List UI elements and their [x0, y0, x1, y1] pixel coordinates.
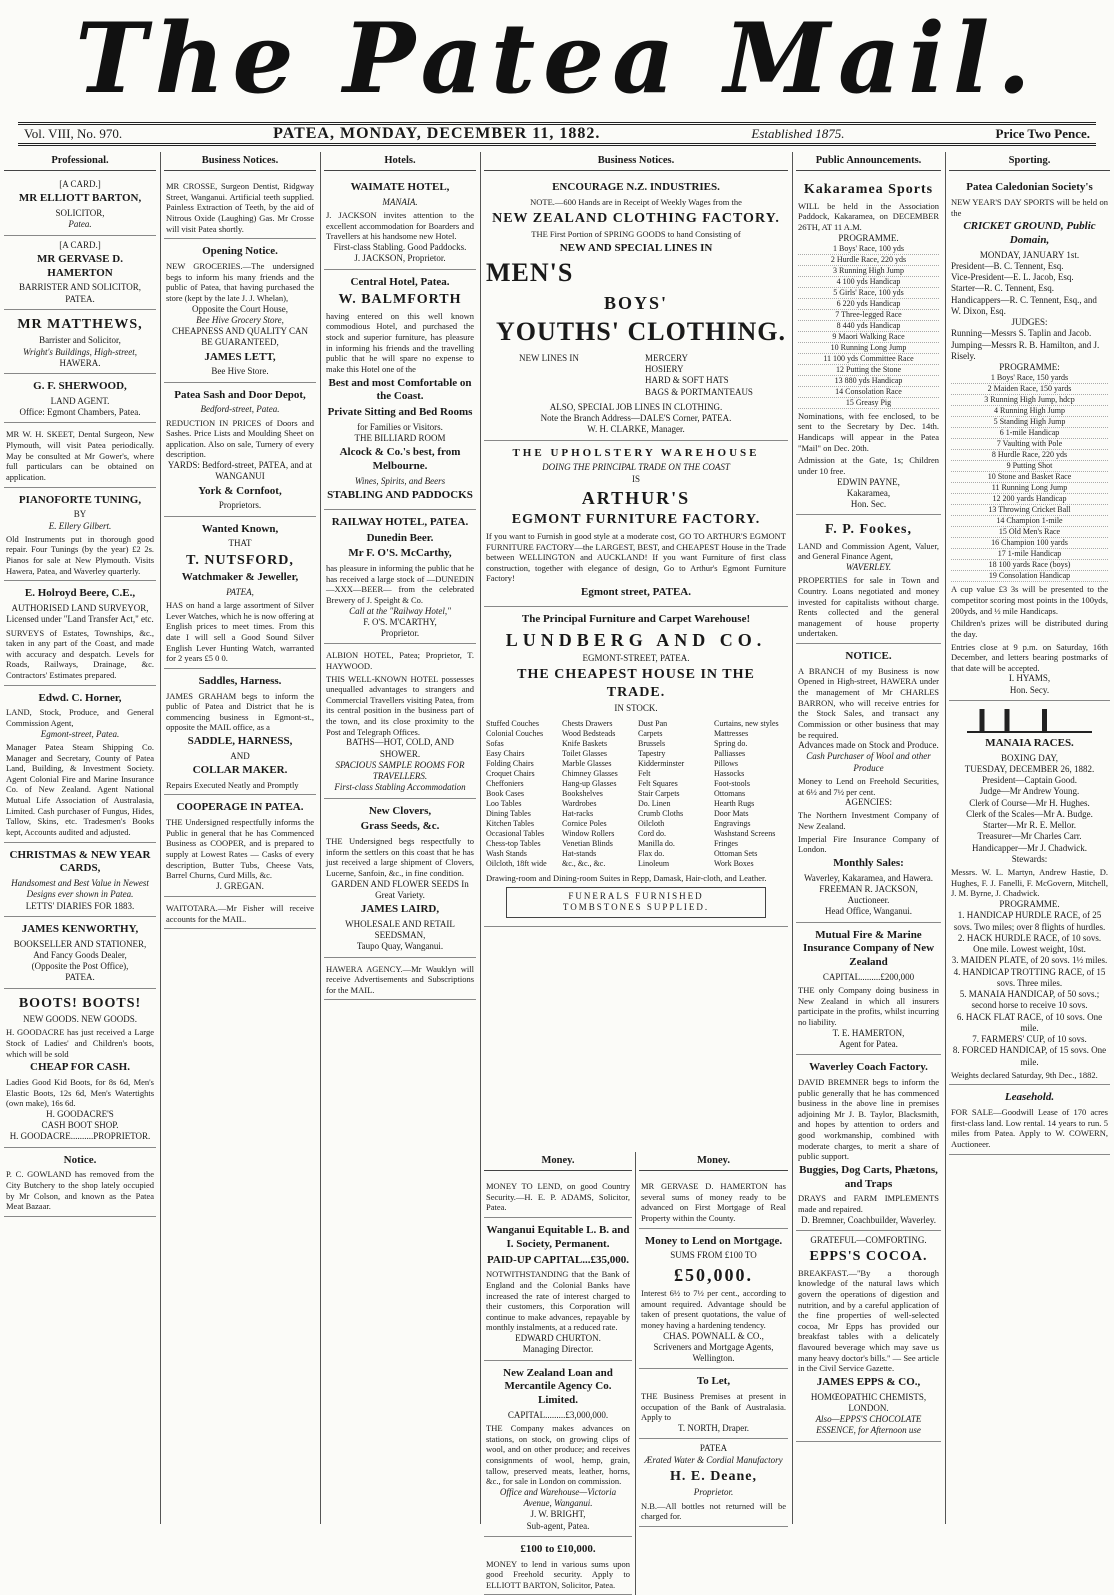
programme-row: 16 Champion 100 yards — [951, 538, 1108, 549]
section-heading: Business Notices. — [164, 152, 316, 171]
section-heading: Business Notices. — [484, 152, 788, 171]
dateline — [18, 122, 1096, 146]
stock-item: Curtains, new styles — [714, 718, 779, 728]
ad-matthews: MR MATTHEWS, Barrister and Solicitor, Wright's Buildings, High-street, HAWERA. — [4, 310, 156, 374]
ad-clovers: New Clovers, Grass Seeds, &c. THE Undersigned begs respectfully to inform the settlers on this coast that he has just received a large shipment of Clovers, Lucerne, Sanfoin, &c., in fine condition. GARDEN AND FLOWER SEEDS In Great Variety. JAMES LAIRD, WHOLESALE AND RETAIL SEEDSMAN, Taupo Quay, Wanganui. — [324, 799, 476, 958]
programme-row: 12 Putting the Stone — [798, 364, 939, 375]
ad-horner: Edwd. C. Horner, LAND, Stock, Produce, and General Commission Agent, Egmont-street, Patea. Manager Patea Steam Shipping Co. Manager and Secretary, County of Patea Land, Building, & Investment Society. Agent Colonial Fire and Marine Insurance Co. of New Zealand. Agent National Mutual Life Association of Australasia, Limited. Cash purchaser of Fungus, Hides, Tallow, Skins, etc. Tradesmen's Books kept, Accounts audited and adjusted. — [4, 686, 156, 843]
stock-item: Wardrobes — [562, 798, 597, 808]
issue-date: PATEA, MONDAY, DECEMBER 11, 1882. — [273, 125, 601, 142]
section-heading: Professional. — [4, 152, 156, 171]
section-heading: Sporting. — [949, 152, 1110, 171]
programme-row: 9 Putting Shot — [951, 461, 1108, 472]
ad-sash-door-depot: Patea Sash and Door Depot, Bedford-street, Patea. REDUCTION IN PRICES of Doors and Sashes. Price Lists and Moulding Sheet on application. Also on sale, Turnery of every description. YARDS: Bedford-street, PATEA, and at WANGANUI York & Cornfoot, Proprietors. — [164, 383, 316, 517]
race-official: Treasurer—Mr Charles Carr. — [977, 831, 1082, 842]
column-business-notices — [164, 152, 316, 1524]
stock-item: Occasional Tables — [486, 828, 545, 838]
ad-caledonian-sports: Patea Caledonian Society's NEW YEAR'S DAY SPORTS will be held on the CRICKET GROUND, Public Domain, MONDAY, JANUARY 1st. President—B. C. Tennent, Esq. Vice-President—E. L. Jacob, Esq. Starter—R. C. Tennent, Esq. Handicappers—R. C. Tennent, Esq., and W. Dixon, Esq. JUDGES: Running—Messrs S. Taplin and Jacob. Jumping—Messrs R. B. Hamilton, and J. Risely. PROGRAMME: 1 Boys' Race, 150 yards 2 Maiden Race, 150 yards 3 Running High Jump, hdcp 4 Running High Jump 5 Standing High Jump 6 1-mile Handicap 7 Vaulting with Pole 8 Hurdle Race, 220 yds 9 Putting Shot 10 Stone and Basket Race 11 Running Long Jump 12 200 yards Handicap 13 Throwing Cricket Ball 14 Champion 1-mile 15 Old Men's Race 16 Champion 100 yards 17 1-mile Handicap 18 100 yards Race (boys) 19 Consolation Handicap A cup value £3 3s will be presented to the competitor scoring most points in the 100yds, 200yds, and ½ mile Handicaps. Children's prizes will be distributed during the day. Entries close at 9 p.m. on Saturday, 16th December, and letters bearing postmarks of that date will be accepted. I. HYAMS, Hon. Secy. — [949, 175, 1110, 701]
stock-item: Loo Tables — [486, 798, 522, 808]
ad-piano-tuning: PIANOFORTE TUNING, BY E. Ellery Gilbert. Old Instruments put in thorough good repair. Four Tunings (by the year) £2 2s. Pianos for sale at New Plymouth. Visits Hawera, Patea, and Waverley quarterly. — [4, 488, 156, 582]
ad-opening-notice: Opening Notice. NEW GROCERIES.—The undersigned begs to inform his many friends and the public of Patea, that having purchased the store (kept by the late J. J. Whelan), Opposite the Court House, Bee Hive Grocery Store, CHEAPNESS AND QUALITY CAN BE GUARANTEED, JAMES LETT, Bee Hive Store. — [164, 239, 316, 382]
programme-row: 18 100 yards Race (boys) — [951, 560, 1108, 571]
stock-item: Stuffed Couches — [486, 718, 539, 728]
stock-item: Carpets — [638, 728, 663, 738]
ad-mortgage: Money to Lend on Mortgage. SUMS FROM £100 TO £50,000. Interest 6½ to 7½ per cent., according to amount required. Advantage should be taken of present quotations, the value of money having a hardening tendency. CHAS. POWNALL & CO., Scriveners and Mortgage Agents, Wellington. — [639, 1229, 788, 1370]
stock-item: Chests Drawers — [562, 718, 613, 728]
stock-item: Oilcloth — [638, 818, 665, 828]
programme-row: 13 880 yds Handicap — [798, 375, 939, 386]
programme-row: 4 Running High Jump — [951, 406, 1108, 417]
programme-row: 3 Running High Jump, hdcp — [951, 395, 1108, 406]
stock-item: Tapestry — [638, 748, 666, 758]
ad-kakaramea-sports: Kakaramea Sports WILL be held in the Association Paddock, Kakaramea, on DECEMBER 26TH, AT 11 A.M. PROGRAMME. 1 Boys' Race, 100 yds 2 Hurdle Race, 220 yds 3 Running High Jump 4 100 yds Handicap 5 Girls' Race, 100 yds 6 220 yds Handicap 7 Three-legged Race 8 440 yds Handicap 9 Maori Walking Race 10 Running Long Jump 11 100 yds Committee Race 12 Putting the Stone 13 880 yds Handicap 14 Consolation Race 15 Greasy Pig Nominations, with fee enclosed, to be sent to the Secretary by Dec. 14th. Handicaps will appear in the Patea "Mail" on Dec. 20th. Admission at the Gate, 1s; Children under 10 free. EDWIN PAYNE, Kakaramea, Hon. Sec. — [796, 175, 941, 515]
kakaramea-programme — [798, 244, 939, 409]
ad-money-lend: £100 to £10,000. MONEY to lend in various sums upon good Freehold security. Apply to ELLIOTT BARTON, Solicitor, Patea. — [484, 1537, 632, 1595]
ad-nutsford: Wanted Known, THAT T. NUTSFORD, Watchmaker & Jeweller, PATEA, HAS on hand a large assortment of Silver Lever Watches, which he is now offering at English prices to meet times. From this date I will sell a Good Sound Silver English Lever Hunting Watch, warranted for 2 years £5 0 0. — [164, 517, 316, 669]
stock-item: Brussels — [638, 738, 666, 748]
programme-row: 8 Hurdle Race, 220 yds — [951, 450, 1108, 461]
stock-item: Linoleum — [638, 858, 670, 868]
stock-item: Easy Chairs — [486, 748, 525, 758]
column-business-notices-wide — [484, 152, 788, 1590]
stock-item: Knife Baskets — [562, 738, 608, 748]
programme-row: 5 Standing High Jump — [951, 417, 1108, 428]
stock-item: Fringes — [714, 838, 738, 848]
stock-item: Window Rollers — [562, 828, 615, 838]
race-official: Clerk of Course—Mr H. Hughes. — [969, 797, 1090, 808]
ad-elliott-barton: [A CARD.] MR ELLIOTT BARTON, SOLICITOR, Patea. — [4, 175, 156, 236]
section-heading: Public Announcements. — [796, 152, 941, 171]
programme-row: 15 Greasy Pig — [798, 397, 939, 408]
stock-item: Do. Linen — [638, 798, 671, 808]
stock-item: Palliasses — [714, 748, 746, 758]
programme-row: 10 Running Long Jump — [798, 342, 939, 353]
ad-leasehold: Leasehold. FOR SALE—Goodwill Lease of 170 acres first-class land. Low rental. 14 years to run. 5 miles from Patea. Apply to W. COWERN, Auctioneer. — [949, 1085, 1110, 1154]
caledonian-programme — [951, 373, 1108, 582]
programme-row: 7 Vaulting with Pole — [951, 439, 1108, 450]
stock-item: Chess-top Tables — [486, 838, 541, 848]
ad-railway-hotel: RAILWAY HOTEL, PATEA. Dunedin Beer. Mr F. O'S. McCarthy, has pleasure in informing the public that he has received a large stock of —DUNEDIN—XXX—BEER— from the celebrated Brewery of J. Speight & Co. Call at the "Railway Hotel," F. O'S. M'CARTHY, Proprietor. — [324, 510, 476, 645]
race-official: Clerk of the Scales—Mr A. Budge. — [966, 808, 1093, 819]
stock-item: Stair Carpets — [638, 788, 680, 798]
newspaper-title: The Patea Mail. — [75, 2, 1039, 115]
programme-row: 9 Maori Walking Race — [798, 331, 939, 342]
ad-hamerton-money: MR GERVASE D. HAMERTON has several sums of money ready to be advanced on First Mortgage of Real Property within the County. — [639, 1175, 788, 1229]
programme-row: 13 Throwing Cricket Ball — [951, 505, 1108, 516]
money-section — [484, 1152, 788, 1590]
section-heading: Money. — [639, 1152, 788, 1171]
stock-item: Ottomans — [714, 788, 746, 798]
race-official: President—Captain Good. — [982, 775, 1077, 786]
ad-sherwood: G. F. SHERWOOD, LAND AGENT. Office: Egmont Chambers, Patea. — [4, 374, 156, 423]
programme-row: 11 Running Long Jump — [951, 483, 1108, 494]
ad-mutual-fire: Mutual Fire & Marine Insurance Company of New Zealand CAPITAL.........£200,000 THE only Company doing business in New Zealand in which all insurers participate in the profits, whilst incurring no liability. T. E. HAMERTON, Agent for Patea. — [796, 923, 941, 1056]
programme-row: 7 Three-legged Race — [798, 309, 939, 320]
ad-to-let: To Let, THE Business Premises at present in occupation of the Bank of Australasia. Apply to T. NORTH, Draper. — [639, 1369, 788, 1439]
programme-row: 2 Maiden Race, 150 yards — [951, 384, 1108, 395]
stock-item: Flax do. — [638, 848, 665, 858]
ad-boots: BOOTS! BOOTS! NEW GOODS. NEW GOODS. H. GOODACRE has just received a Large Stock of Ladies' and Children's boots, which will be sold CHEAP FOR CASH. Ladies Good Kid Boots, for 8s 6d, Men's Elastic Boots, 12s 6d, Men's Watertights (own make), 16s 6d. H. GOODACRE'S CASH BOOT SHOP. H. GOODACRE..........PROPRIETOR. — [4, 989, 156, 1148]
stock-item: Hearth Rugs — [714, 798, 755, 808]
ad-arthurs-furniture: THE UPHOLSTERY WAREHOUSE DOING THE PRINCIPAL TRADE ON THE COAST IS ARTHUR'S EGMONT FURNITURE FACTORY. If you want to Furnish in good style at a moderate cost, GO TO ARTHUR'S EGMONT FURNITURE FACTORY—the LARGEST, BEST, and CHEAPEST House in the Trade between WELLINGTON and AUCKLAND! If you want Furniture of first class construction, together with elegance of design, Go to Arthur's Egmont Furniture Factory! Egmont street, PATEA. — [484, 441, 788, 607]
stock-item: Pillows — [714, 758, 739, 768]
race-event: 1. HANDICAP HURDLE RACE, of 25 sovs. Two miles; over 8 flights of hurdles. — [953, 910, 1106, 932]
stock-item: Dining Tables — [486, 808, 531, 818]
section-heading: Money. — [484, 1152, 632, 1171]
race-event: 2. HACK HURDLE RACE, of 10 sovs. One mile. Lowest weight, 10st. — [957, 932, 1102, 954]
ad-cooperage: COOPERAGE IN PATEA. THE Undersigned respectfully informs the Public in general that he has Commenced Business as COOPER, and is prepared to supply at Lowest Rates — Casks of every description, Butter Tubs, Cheese Vats, Barrel Churns, Curd Mills, &c. J. GREGAN. — [164, 795, 316, 897]
programme-row: 3 Running High Jump — [798, 265, 939, 276]
stock-item: Cornice Poles — [562, 818, 607, 828]
stock-item: Sofas — [486, 738, 504, 748]
stock-item: Toilet Glasses — [562, 748, 607, 758]
ad-hawera-agency: HAWERA AGENCY.—Mr Wauklyn will receive Advertisements and Subscriptions for the MAIL. — [324, 958, 476, 1001]
programme-row: 1 Boys' Race, 100 yds — [798, 244, 939, 255]
stock-item: Hat-racks — [562, 808, 594, 818]
column-professional — [4, 152, 156, 1524]
race-event: 8. FORCED HANDICAP, of 15 sovs. One mile. — [952, 1045, 1107, 1067]
programme-row: 19 Consolation Handicap — [951, 571, 1108, 582]
programme-row: 2 Hurdle Race, 220 yds — [798, 254, 939, 265]
race-official: Starter—Mr R. E. Mellor. — [983, 820, 1076, 831]
programme-row: 10 Stone and Basket Race — [951, 472, 1108, 483]
programme-row: 15 Old Men's Race — [951, 527, 1108, 538]
programme-row: 4 100 yds Handicap — [798, 276, 939, 287]
race-event: 3. MAIDEN PLATE, of 20 sovs. 1½ miles. — [951, 955, 1108, 966]
stock-item: Colonial Couches — [486, 728, 544, 738]
stock-item: Mattresses — [714, 728, 749, 738]
column-sporting — [949, 152, 1110, 1524]
stock-item: Felt Squares — [638, 778, 678, 788]
stock-item: Engravings — [714, 818, 751, 828]
stock-item: Wash Stands — [486, 848, 527, 858]
ad-wanganui-equitable: Wanganui Equitable L. B. and I. Society, Permanent. PAID-UP CAPITAL...£35,000. NOTWITHSTANDING that the Bank of England and the Colonial Banks have increased the rate of interest charged to their customers, this Corporation will continue to make advances, repayable by monthly instalments, at a reduced rate. EDWARD CHURTON. Managing Director. — [484, 1218, 632, 1361]
established-year: Established 1875. — [751, 126, 845, 141]
race-event: 4. HANDICAP TROTTING RACE, of 15 sovs. Three miles. — [953, 966, 1106, 988]
stock-item: Door Mats — [714, 808, 749, 818]
column-public-announcements — [796, 152, 941, 1524]
stock-item: Folding Chairs — [486, 758, 534, 768]
ad-saddles: Saddles, Harness. JAMES GRAHAM begs to inform the public of Patea and District that he is commencing business in Egmont-st., opposite the MAIL office, as a SADDLE, HARNESS, AND COLLAR MAKER. Repairs Executed Neatly and Promptly — [164, 669, 316, 796]
ad-kenworthy: JAMES KENWORTHY, BOOKSELLER AND STATIONER, And Fancy Goods Dealer, (Opposite the Post Office), PATEA. — [4, 917, 156, 989]
race-event: 7. FARMERS' CUP, of 10 sovs. — [972, 1034, 1087, 1044]
programme-row: 6 1-mile Handicap — [951, 428, 1108, 439]
ad-lundberg: The Principal Furniture and Carpet Warehouse! LUNDBERG AND CO. EGMONT-STREET, PATEA. THE CHEAPEST HOUSE IN THE TRADE. IN STOCK. Stuffed Couches Chests Drawers Dust Pan Curtains, new styles Colonial Couches Wood Bedsteads Carpets Mattresses Sofas Knife Baskets Brussels Spring do. Easy Chairs Toilet Glasses Tapestry Palliasses Folding Chairs Marble Glasses Kidderminster Pillows Croquet Chairs Chimney Glasses Felt Hassocks Cheffoniers Hang-up Glasses Felt Squares Foot-stools Book Cases Bookshelves Stair Carpets Ottomans Loo Tables Wardrobes Do. Linen Hearth Rugs Dining Tables Hat-racks Crumb Cloths Door Mats Kitchen Tables Cornice Poles Oilcloth Engravings Occasional Tables Window Rollers Cord do. Washstand Screens Chess-top Tables Venetian Blinds Manilla do. Fringes Wash Stands Hat-stands Flax do. Ottoman Sets Oilcloth, 18ft wide &c., &c., &c. Linoleum Work Boxes Drawing-room and Dining-room Suites in Repp, Damask, Hair-cloth, and Leather. FUNERALS FURNISHED TOMBSTONES SUPPLIED. — [484, 607, 788, 927]
ad-adams: MONEY TO LEND, on good Country Security.—H. E. P. ADAMS, Solicitor, Patea. — [484, 1175, 632, 1218]
ad-aerated-water: PATEA Ærated Water & Cordial Manufactory H. E. Deane, Proprietor. N.B.—All bottles not returned will be charged for. — [639, 1439, 788, 1527]
ad-beere: E. Holroyd Beere, C.E., AUTHORISED LAND SURVEYOR, Licensed under "Land Transfer Act," etc. SURVEYS of Estates, Townships, &c., taken in any part of the Coast, and made with accuracy and despatch. Levels for Roads, Railways, Drainage, &c. Contractors' Estimates prepared. — [4, 581, 156, 685]
stock-item: Hang-up Glasses — [562, 778, 617, 788]
programme-row: 6 220 yds Handicap — [798, 298, 939, 309]
stock-item: Bookshelves — [562, 788, 603, 798]
stock-item: Book Cases — [486, 788, 524, 798]
stock-item: Cheffoniers — [486, 778, 524, 788]
stock-item: Hassocks — [714, 768, 745, 778]
stock-item: Work Boxes — [714, 858, 754, 868]
ad-albion-hotel: ALBION HOTEL, Patea; Proprietor, T. HAYWOOD. THIS WELL-KNOWN HOTEL possesses unequalled advantages to strangers and Commercial Travellers visiting Patea, from its central position in the business part of the town, and its close proximity to the Post and Telegraph Offices. BATHS—HOT, COLD, AND SHOWER. SPACIOUS SAMPLE ROOMS FOR TRAVELLERS. First-class Stabling Accommodation — [324, 644, 476, 798]
ad-epps-cocoa: GRATEFUL—COMFORTING. EPPS'S COCOA. BREAKFAST.—"By a thorough knowledge of the natural laws which govern the operations of digestion and nutrition, and by a careful application of the fine properties of well-selected cocoa, Mr Epps has provided our breakfast tables with a delicately flavoured beverage which may save us many heavy doctor's bills." — See article in the Civil Service Gazette. JAMES EPPS & CO., HOMŒOPATHIC CHEMISTS, LONDON. Also—EPPS'S CHOCOLATE ESSENCE, for Afternoon use — [796, 1231, 941, 1442]
columns-area — [0, 152, 1114, 1590]
stock-item: Hat-stands — [562, 848, 597, 858]
programme-row: 5 Girls' Race, 100 yds — [798, 287, 939, 298]
stock-item: Wood Bedsteads — [562, 728, 616, 738]
stock-item: Washstand Screens — [714, 828, 776, 838]
stock-item: Kitchen Tables — [486, 818, 534, 828]
programme-row: 12 200 yards Handicap — [951, 494, 1108, 505]
ad-coach-factory: Waverley Coach Factory. DAVID BREMNER begs to inform the public generally that he has commenced business in the above line in premises adjoining Mr J. B. Taylor, Blacksmith, and hopes by attention to orders and good workmanship, combined with moderate charges, to merit a share of public support. Buggies, Dog Carts, Phætons, and Traps DRAYS and FARM IMPLEMENTS made and repaired. D. Bremner, Coachbuilder, Waverley. — [796, 1055, 941, 1231]
stock-item: Manilla do. — [638, 838, 675, 848]
stock-item: Ottoman Sets — [714, 848, 758, 858]
programme-row: 17 1-mile Handicap — [951, 549, 1108, 560]
stock-item: Crumb Cloths — [638, 808, 684, 818]
ad-nz-loan: New Zealand Loan and Mercantile Agency Co. Limited. CAPITAL.........£3,000,000. THE Company makes advances on stations, on stock, on growing clips of wool, and on other produce; and receives consignments of wool, hemp, grain, tallow, preserved meats, leather, horns, &c., for sale in London on commission. Office and Warehouse—Victoria Avenue, Wanganui. J. W. BRIGHT, Sub-agent, Patea. — [484, 1361, 632, 1537]
ad-manaia-races: MANAIA RACES. BOXING DAY, TUESDAY, DECEMBER 26, 1882. President—Captain Good. Judge—Mr Andrew Young. Clerk of Course—Mr H. Hughes. Clerk of the Scales—Mr A. Budge. Starter—Mr R. E. Mellor. Treasurer—Mr Charles Carr. Handicapper—Mr J. Chadwick. Stewards: Messrs. W. L. Martyn, Andrew Hastie, D. Hughes, F. J. Fanelli, F. McGovern, Mitchell, J. M. Byrne, J. Chadwick. PROGRAMME. 1. HANDICAP HURDLE RACE, of 25 sovs. Two miles; over 8 flights of hurdles. 2. HACK HURDLE RACE, of 10 sovs. One mile. Lowest weight, 10st. 3. MAIDEN PLATE, of 20 sovs. 1½ miles. 4. HANDICAP TROTTING RACE, of 15 sovs. Three miles. 5. MANAIA HANDICAP, of 50 sovs.; second horse to receive 10 sovs. 6. HACK FLAT RACE, of 10 sovs. One mile. 7. FARMERS' CUP, of 10 sovs. 8. FORCED HANDICAP, of 15 sovs. One mile. Weights declared Saturday, 9th Dec., 1882. — [949, 701, 1110, 1086]
race-event: 6. HACK FLAT RACE, of 10 sovs. One mile. — [956, 1011, 1103, 1033]
racehorse-illustration — [967, 709, 1093, 733]
ad-waitotara: WAITOTARA.—Mr Fisher will receive accounts for the MAIL. — [164, 897, 316, 929]
ad-gowland-notice: Notice. P. C. GOWLAND has removed from the City Butchery to the shop lately occupied by Mr Colson, and known as the Patea Meat Bazaar. — [4, 1148, 156, 1217]
ad-crosse: MR CROSSE, Surgeon Dentist, Ridgway Street, Wanganui. Artificial teeth supplied. Painless Extraction of Teeth, by the aid of Nitrous Oxide (Laughing) Gas. Mr Crosse will visit Patea shortly. — [164, 175, 316, 239]
programme-row: 14 Champion 1-mile — [951, 516, 1108, 527]
ad-waimate-hotel: WAIMATE HOTEL, MANAIA. J. JACKSON invites attention to the excellent accommodation for Boarders and Travellers at his handsome new Hotel. First-class Stabling. Good Paddocks. J. JACKSON, Proprietor. — [324, 175, 476, 269]
stock-item: Spring do. — [714, 738, 748, 748]
ad-notice-hawera: NOTICE. A BRANCH of my Business is now Opened in High-street, HAWERA under the management of Mr CHARLES BARRON, who will receive entries for the Stock Sales, and transact any Commission or other business that may be required. Advances made on Stock and Produce. Cash Purchaser of Wool and other Produce Money to Lend on Freehold Securities, at 6½ and 7½ per cent. AGENCIES: The Northern Investment Company of New Zealand. Imperial Fire Insurance Company of London. Monthly Sales: Waverley, Kakaramea, and Hawera. FREEMAN R. JACKSON, Auctioneer. Head Office, Wanganui. — [796, 644, 941, 923]
stock-item: Marble Glasses — [562, 758, 612, 768]
column-hotels — [324, 152, 476, 1524]
programme-row: 14 Consolation Race — [798, 386, 939, 397]
stock-item: Chimney Glasses — [562, 768, 618, 778]
race-event: 5. MANAIA HANDICAP, of 50 sovs.; second horse to receive 10 sovs. — [959, 989, 1100, 1011]
ad-skeet: MR W. H. SKEET, Dental Surgeon, New Plymouth, will visit Patea periodically. May be consulted at Mr Gower's, where full particulars can be obtained on application. — [4, 423, 156, 487]
programme-row: 8 440 yds Handicap — [798, 320, 939, 331]
stock-list — [486, 719, 786, 869]
programme-row: 11 100 yds Committee Race — [798, 353, 939, 364]
stock-item: Venetian Blinds — [562, 838, 613, 848]
volume-number: Vol. VIII, No. 970. — [24, 126, 123, 141]
funerals-box: FUNERALS FURNISHED TOMBSTONES SUPPLIED. — [506, 887, 766, 918]
stock-item: Felt — [638, 768, 651, 778]
programme-row: 1 Boys' Race, 150 yards — [951, 373, 1108, 384]
section-heading: Hotels. — [324, 152, 476, 171]
stock-item: Oilcloth, 18ft wide — [486, 858, 547, 868]
ad-hamerton: [A CARD.] MR GERVASE D. HAMERTON BARRISTER AND SOLICITOR, PATEA. — [4, 236, 156, 310]
ad-fookes: F. P. Fookes, LAND and Commission Agent, Valuer, and General Finance Agent, WAVERLEY. PROPERTIES for sale in Town and Country. Loans negotiated and money invested for capitalists without charge. Rents collected and the general management of house property undertaken. — [796, 515, 941, 644]
price: Price Two Pence. — [995, 126, 1090, 141]
ad-nz-clothing-factory: ENCOURAGE N.Z. INDUSTRIES. NOTE.—600 Hands are in Receipt of Weekly Wages from the NEW ZEALAND CLOTHING FACTORY. THE First Portion of SPRING GOODS to hand Consisting of NEW AND SPECIAL LINES IN MEN'S BOYS' YOUTHS' CLOTHING. NEW LINES IN MERCERY HOSIERY HARD & SOFT HATS BAGS & PORTMANTEAUS ALSO, SPECIAL JOB LINES IN CLOTHING. Note the Branch Address—DALE'S Corner, PATEA. W. H. CLARKE, Manager. — [484, 175, 788, 441]
stock-item: Foot-stools — [714, 778, 751, 788]
stock-item: Kidderminster — [638, 758, 685, 768]
masthead — [0, 0, 1114, 118]
race-official: Judge—Mr Andrew Young. — [979, 786, 1080, 797]
stock-item: &c., &c., &c. — [562, 858, 606, 868]
race-official: Handicapper—Mr J. Chadwick. — [972, 842, 1087, 853]
stock-item: Dust Pan — [638, 718, 668, 728]
ad-central-hotel: Central Hotel, Patea. W. BALMFORTH having entered on this well known commodious Hotel, and purchased the stock and superior furniture, has pleasure in informing his friends and the travelling public that he will spare no expense to make this Hotel one of the Best and most Comfortable on the Coast. Private Sitting and Bed Rooms for Families or Visitors. THE BILLIARD ROOM Alcock & Co.'s best, from Melbourne. Wines, Spirits, and Beers STABLING AND PADDOCKS — [324, 270, 476, 510]
ad-christmas-cards: CHRISTMAS & NEW YEAR CARDS, Handsomest and Best Value in Newest Designs ever shown in Patea. LETTS' DIARIES FOR 1883. — [4, 843, 156, 917]
stock-item: Cord do. — [638, 828, 666, 838]
stock-item: Croquet Chairs — [486, 768, 535, 778]
